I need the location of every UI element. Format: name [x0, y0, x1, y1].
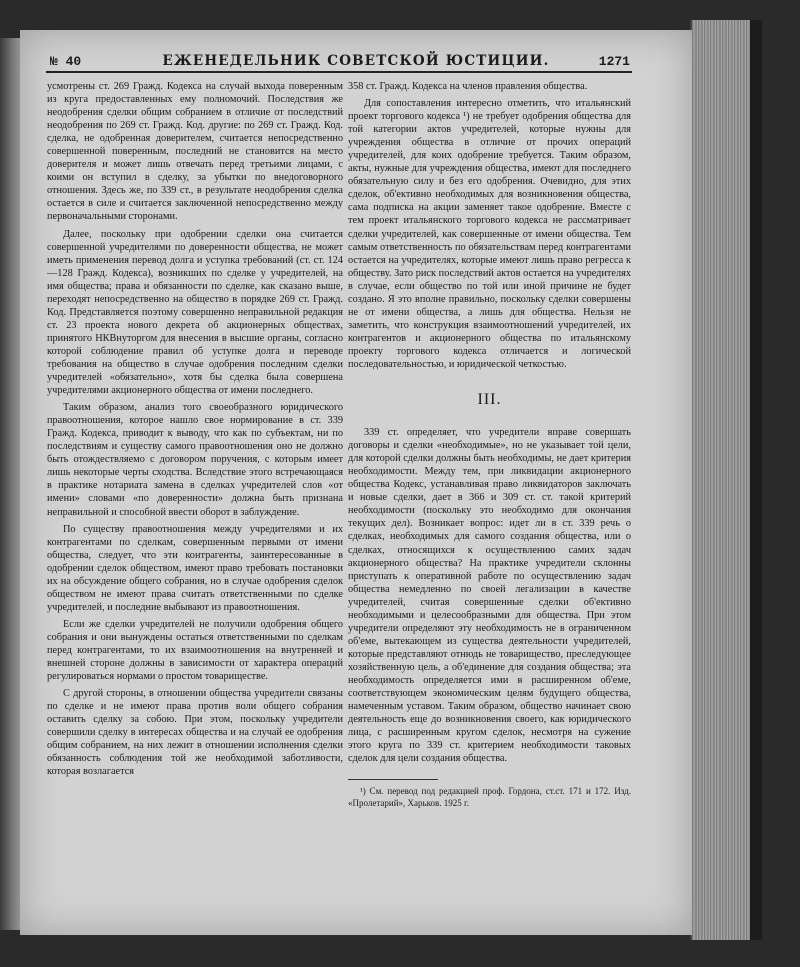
section-heading: III.: [477, 391, 502, 409]
journal-title: ЕЖЕНЕДЕЛЬНИК СОВЕТСКОЙ ЮСТИЦИИ.: [162, 53, 550, 69]
footnote-rule: [348, 779, 438, 780]
paragraph: По существу правоотношения между учредителями и их контрагентами по сделкам, совершенным первыми от имени общества, следует, что эти контрагенты, заинтересованные в одобрении сделок обществом, имеют право требовать постановки их на обсуждение общего собрания, но в случае одобрения сделок обществом не имеют права считать ответственными по сделке учредителей, и последние выбывают из правоотношения.: [47, 523, 343, 613]
footnote: ¹) См. перевод под редакцией проф. Гордона, ст.ст. 171 и 172. Изд. «Пролетарий», Харьков. 1925 г.: [348, 786, 631, 808]
header-rule: [46, 71, 632, 73]
paragraph: Таким образом, анализ того своеобразного юридического правоотношения, которое нашло свое нормирование в ст. 339 Гражд. Кодекса, приводит к выводу, что как по субъектам, ни по последствиям и существу самого правоотношения оно не должно быть отождествляемо с договором поручения, с которым имеет лишь некоторые черты сходства. Вследствие этого встречающаяся в практике нотариата замена в сделках учредителей слов «от имени» словами «по доверенности» должна быть признана неправильной и способной ввести оборот в заблуждение.: [47, 402, 343, 518]
paragraph: Для сопоставления интересно отметить, что итальянский проект торгового кодекса ¹) не требует одобрения общества для той категории актов учредителей, которые нужны для учреждения общества в отличие от прочих операций учредителей, для коих одобрение требуется. Таким образом, акты, нужные для учреждения общества, имеют для последнего обязательную силу и без его одобрения. Очевидно, для этих сделок, об'ективно необходимых для возникновения общества, сама подписка на акции заменяет такое одобрение. Вместе с тем проект итальянского торгового кодекса не рассматривает сделки учредителей, как совершенные от имени общества. Тем самым ответственность по обязательствам перед контрагентами остается на учредителях, которые имеют лишь право регресса к обществу. Зато риск последствий актов остается на учредителях в случае, если общество по той или иной причине не будет создано. Я это вполне правильно, поскольку сделки совершены не от имени общества, а лишь для общества. Нельзя не заметить, что конструкция взаимоотношений учредителей, их контрагентов и акционерного общества по итальянскому проекту торгового кодекса отличается и логической последовательностью, и юридической четкостью.: [348, 98, 631, 370]
paragraph: С другой стороны, в отношении общества учредители связаны по сделке и не имеют права против воли общего собрания оставить сделку за собою. При этом, поскольку учредители совершили сделку в интересах общества и на случай ее одобрения общим собранием, на них лежит в отношении исполнения сделки обязанность соблюдения той же необходимой заботливости, которая возлагается: [47, 688, 343, 778]
paragraph: 358 ст. Гражд. Кодекса на членов правления общества.: [348, 81, 588, 92]
paragraph: Далее, поскольку при одобрении сделки она считается совершенной учредителями по доверенности общества, не может иметь применения перевод долга и уступка требований (ст. ст. 124—128 Гражд. Кодекса), возникших по сделке у учредителей, на имя общества; права и обязанности по сделке, как сказано выше, переходят непосредственно на общество в порядке 269 ст. Гражд. Код. Представляется поэтому совершенно неправильной редакция ст. 23 проекта нового декрета об акционерных обществах, принятого НКВнуторгом для внесения в высшие органы, согласно которой соблюдение правил об уступке долга и переводе требования на общество в случае одобрения последним сделки учредителей «обязательно», хотя бы сделка была совершена учредителями акционерного общества от имени последнего.: [47, 228, 343, 397]
right-column: [348, 80, 631, 809]
left-column: [47, 80, 343, 778]
paragraph: усмотрены ст. 269 Гражд. Кодекса на случай выхода поверенным из круга предоставленных ему полномочий. Последствия же неодобрения сделки общим собранием в отличие от последствий неодобрения по 269 ст. Гражд. Код. другие: по 269 ст. Гражд. Код. сделка, не одобренная доверителем, считается непосредственно совершенной поверенным, последний не становится на место доверителя и может лишь отвечать перед третьими лицами, с коими он вступил в сделку, за убытки по внедоговорного отношения. Здесь же, по 339 ст., в результате неодобрения сделка остается в силе и считается заключенной непосредственно между первоначальными сторонами.: [47, 81, 343, 223]
paragraph: Если же сделки учредителей не получили одобрения общего собрания и они вынуждены остаться ответственными по сделкам перед контрагентами, то их взаимоотношения на внутренней и внешней стороне должны в зависимости от характера операций регулироваться нормами о простом товариществе.: [47, 618, 343, 683]
paragraph: 339 ст. определяет, что учредители вправе совершать договоры и сделки «необходимые», но не указывает той цели, для которой сделки должны быть необходимы, не дает критерия необходимости. Между тем, при ликвидации акционерного общества Кодекс, устанавливая право ликвидаторов заключать и новые сделки, дает в 366 и 309 ст. ст. такой критерий необходимости (поскольку это необходимо для окончания текущих дел). Возникает вопрос: идет ли в ст. 339 речь о сделках, необходимых для самого создания общества, или о сделках, относящихся к осуществлению самих задач акционерного общества? На практике учредители склонны приступать к оперативной работе по осуществлению задач общества немедленно по своей легализации в качестве учредителей, считая совершенные сделки об'ективно необходимыми и целесообразными для общества. При этом учредители определяют эту необходимость не в ограниченном об'еме, вытекающем из существа деятельности учредителей, которые представляют отнюдь не товарищество, преследующее хозяйственную цель, а об'единение для создания общества; эта необходимость определяется ими в расширенном об'еме, соответствующем экономическим целям будущего общества, намеченным уставом. Таким образом, общество начинает свою деятельность еще до возникновения своего, как юридического лица, с расширенным кругом сделок, несмотря на сужение этого круга по 339 ст. критерием необходимости таковых сделок для цели создания общества.: [348, 427, 631, 765]
journal-page: [20, 30, 692, 935]
issue-number: № 40: [50, 54, 82, 69]
book-spine-edge: [0, 38, 22, 930]
book-page-edges: [690, 20, 750, 940]
page-number: 1271: [598, 54, 630, 69]
